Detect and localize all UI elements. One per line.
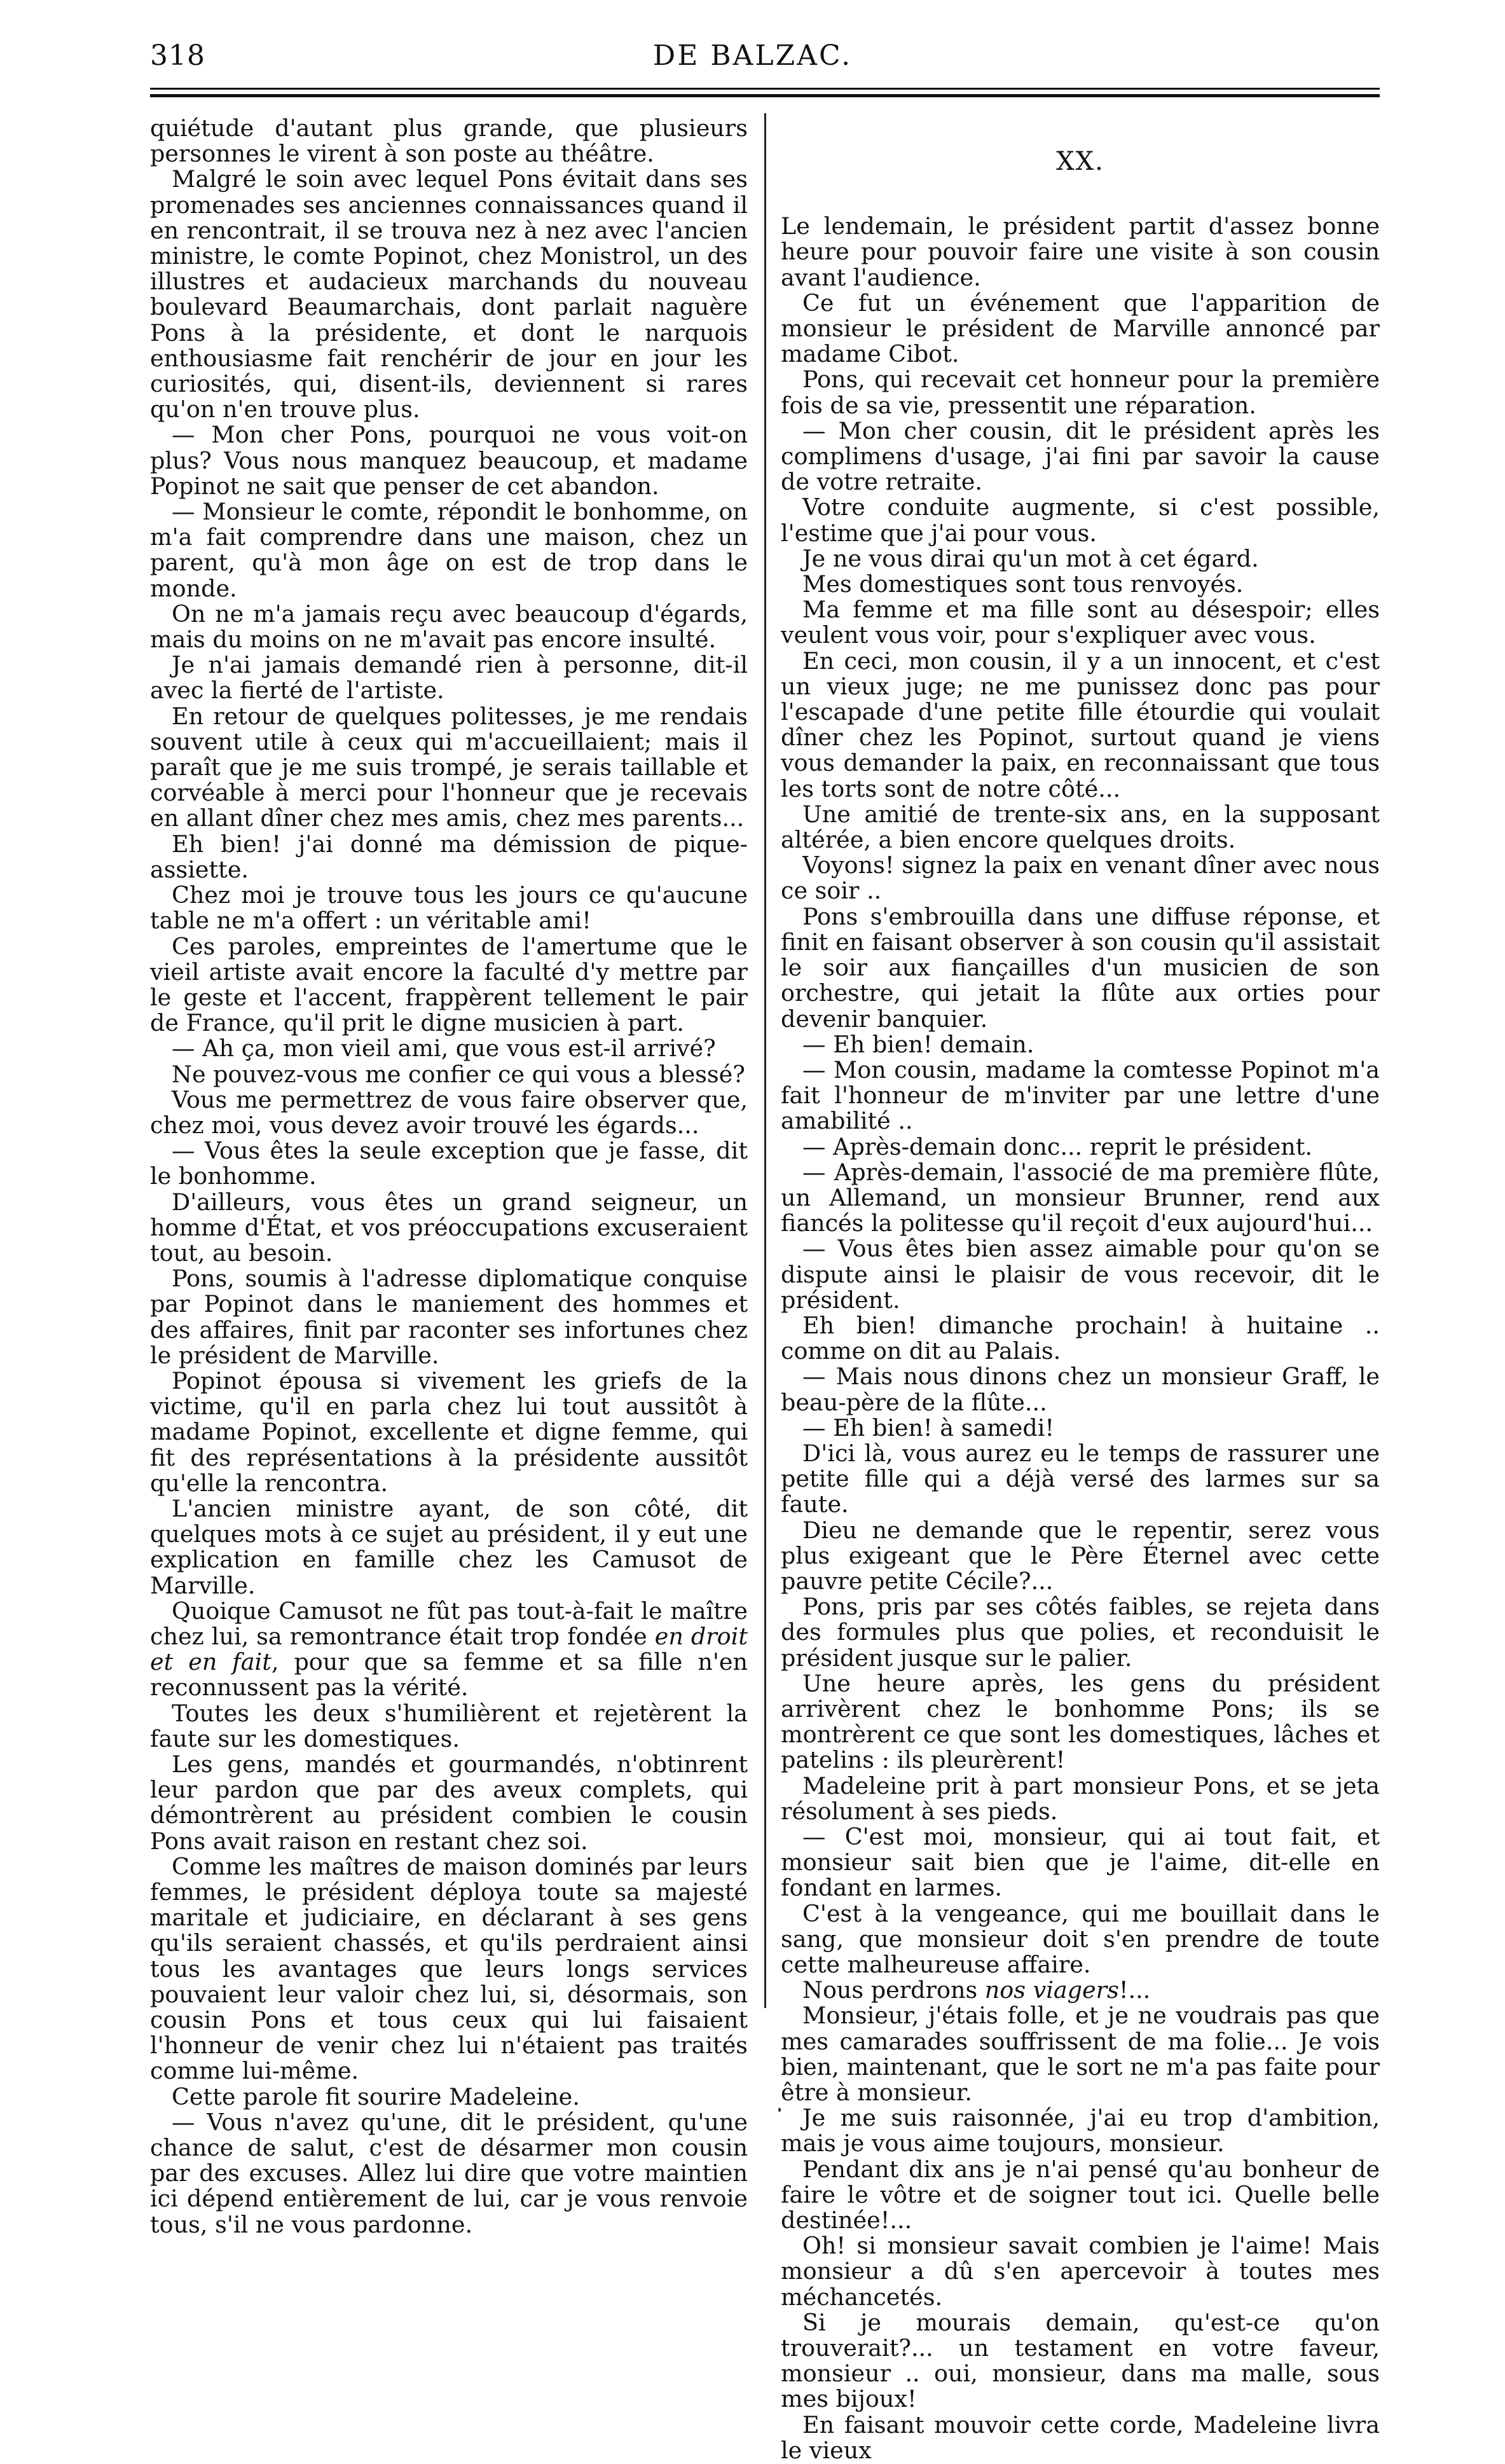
paragraph: [150, 1368, 748, 1496]
text-run: — Vous êtes bien assez aimable pour qu'on se dispute ainsi le plaisir de vous recevoir, dit le président.: [781, 1235, 1380, 1314]
paragraph: [781, 1236, 1380, 1313]
paragraph: [781, 1441, 1380, 1518]
paragraph: [781, 1671, 1380, 1773]
paragraph: [150, 1854, 748, 2084]
paragraph: [781, 1824, 1380, 1901]
paragraph: [150, 167, 748, 422]
text-run: quiétude d'autant plus grande, que plusieurs personnes le virent à son poste au théâtre.: [150, 114, 748, 168]
running-title: DE BALZAC.: [652, 39, 853, 72]
text-run: Cette parole fit sourire Madeleine.: [172, 2082, 580, 2110]
text-run: , pour que sa femme et sa fille n'en reconnussent pas la vérité.: [150, 1648, 748, 1702]
left-column: [150, 114, 748, 2238]
text-run: C'est à la vengeance, qui me bouillait dans le sang, que monsieur doit s'en prendre de toute cette malheureuse affaire.: [781, 1899, 1380, 1979]
text-run: — Vous êtes la seule exception que je fasse, dit le bonhomme.: [150, 1137, 748, 1190]
print-speck: [778, 2108, 781, 2112]
text-run: Les gens, mandés et gourmandés, n'obtinrent leur pardon que par des aveux complets, qui démontrèrent au président combien le cousin Pons avait raison en restant chez soi.: [150, 1751, 748, 1855]
paragraph: [150, 1036, 748, 1061]
paragraph: [781, 367, 1380, 418]
paragraph: [781, 2310, 1380, 2412]
paragraph: [781, 853, 1380, 904]
paragraph: [150, 116, 748, 167]
text-run: Pons, qui recevait cet honneur pour la première fois de sa vie, pressentit une réparation.: [781, 366, 1380, 419]
italic-text: en droit et en fait: [150, 1622, 748, 1676]
paragraph: [781, 1594, 1380, 1671]
paragraph: [781, 418, 1380, 495]
text-run: Une amitié de trente-six ans, en la supposant altérée, a bien encore quelques droits.: [781, 800, 1380, 854]
paragraph: [781, 1773, 1380, 1824]
paragraph: [781, 1313, 1380, 1364]
text-run: Vous me permettrez de vous faire observer que, chez moi, vous devez avoir trouvé les égards...: [150, 1085, 748, 1139]
text-run: Comme les maîtres de maison dominés par leurs femmes, le président déploya toute sa majesté maritale et judiciaire, en déclarant à ses gens qu'ils seraient chassés, et qu'ils perdraient ainsi tous les avantages que leurs longs services pouvaient leur valoir chez lui, si, désormais, son cousin Pons et tous ceux qui lui faisaient l'honneur de venir chez lui n'étaient pas traités comme lui-même.: [150, 1852, 748, 2085]
paragraph: [781, 1134, 1380, 1160]
text-run: Pons, pris par ses côtés faibles, se rejeta dans des formules plus que polies, et reconduisit le président jusque sur le palier.: [781, 1593, 1380, 1672]
text-run: Toutes les deux s'humilièrent et rejetèrent la faute sur les domestiques.: [150, 1699, 748, 1752]
paragraph: [150, 832, 748, 883]
text-run: Malgré le soin avec lequel Pons évitait dans ses promenades ses anciennes connaissances quand il en rencontrait, il se trouva nez à nez avec l'ancien ministre, le comte Popinot, chez Monistrol, un des illustres et audacieux marchands du nouveau boulevard Beaumarchais, dont parlait naguère Pons à la présidente, et dont le narquois enthousiasme fait renchérir de jour en jour les curiosités, qui, disent-ils, deviennent si rares qu'on n'en trouve plus.: [150, 165, 748, 423]
text-run: Mes domestiques sont tous renvoyés.: [802, 570, 1244, 598]
paragraph: [781, 214, 1380, 291]
text-run: — Mon cousin, madame la comtesse Popinot m'a fait l'honneur de m'inviter par une lettre d'une amabilité ..: [781, 1056, 1380, 1135]
paragraph: [781, 2157, 1380, 2234]
page-number: 318: [150, 39, 205, 72]
text-run: — Mais nous dinons chez un monsieur Graff, le beau-père de la flûte...: [781, 1363, 1380, 1416]
paragraph: [781, 2105, 1380, 2156]
text-run: Le lendemain, le président partit d'assez bonne heure pour pouvoir faire une visite à son cousin avant l'audience.: [781, 212, 1380, 291]
text-run: Ce fut un événement que l'apparition de monsieur le président de Marville annoncé par madame Cibot.: [781, 289, 1380, 368]
text-run: Ces paroles, empreintes de l'amertume que le vieil artiste avait encore la faculté d'y mettre par le geste et l'accent, frappèrent tellement le pair de France, qu'il prit le digne musicien à part.: [150, 932, 748, 1037]
paragraph: [781, 572, 1380, 597]
paragraph: [150, 1266, 748, 1368]
paragraph: [150, 1190, 748, 1267]
paragraph: [150, 1599, 748, 1701]
paragraph: [781, 2412, 1380, 2463]
paragraph: [150, 1138, 748, 1189]
paragraph: [781, 1518, 1380, 1595]
paragraph: [781, 1415, 1380, 1441]
paragraph: [150, 2084, 748, 2110]
paragraph: [781, 904, 1380, 1032]
paragraph: [150, 1752, 748, 1854]
paragraph: [781, 1160, 1380, 1237]
chapter-heading: XX.: [1056, 147, 1104, 176]
paragraph: [150, 1701, 748, 1752]
text-run: — Mon cher cousin, dit le président après les complimens d'usage, j'ai fini par savoir la cause de votre retraite.: [781, 416, 1380, 496]
paragraph: [150, 1087, 748, 1138]
text-run: D'ici là, vous aurez eu le temps de rassurer une petite fille qui a déjà versé des larmes sur sa faute.: [781, 1439, 1380, 1518]
paragraph: [781, 649, 1380, 802]
paragraph: [781, 1978, 1380, 2003]
text-run: Je n'ai jamais demandé rien à personne, dit-il avec la fierté de l'artiste.: [150, 651, 748, 705]
text-run: En ceci, mon cousin, il y a un innocent, et c'est un vieux juge; ne me punissez donc pas pour l'escapade d'une petite fille étourdie qui voulait dîner chez les Popinot, surtout quand je viens vous demander la paix, en reconnaissant que tous les torts sont de notre côté...: [781, 647, 1380, 802]
paragraph: [781, 495, 1380, 546]
text-run: Popinot épousa si vivement les griefs de la victime, qu'il en parla chez lui tout aussitôt à madame Popinot, excellente et digne femme, qui fit des représentations à la présidente aussitôt qu'elle la rencontra.: [150, 1366, 748, 1497]
text-run: — C'est moi, monsieur, qui ai tout fait, et monsieur sait bien que je l'aime, dit-elle en fondant en larmes.: [781, 1823, 1380, 1902]
paragraph: [150, 883, 748, 933]
header-rule-thick: [150, 94, 1380, 97]
text-run: Monsieur, j'étais folle, et je ne voudrais pas que mes camarades souffrissent de ma folie... Je vois bien, maintenant, que le sort ne m'a pas faite pour être à monsieur.: [781, 2002, 1380, 2107]
right-column: [781, 116, 1380, 2464]
text-run: Votre conduite augmente, si c'est possible, l'estime que j'ai pour vous.: [781, 493, 1380, 547]
text-run: — Eh bien! à samedi!: [802, 1414, 1055, 1442]
text-run: Nous perdrons: [802, 1976, 985, 2004]
text-run: On ne m'a jamais reçu avec beaucoup d'égards, mais du moins on ne m'avait pas encore insulté.: [150, 600, 748, 654]
text-run: Si je mourais demain, qu'est-ce qu'on trouverait?... un testament en votre faveur, monsieur .. oui, monsieur, dans ma malle, sous mes bijoux!: [781, 2308, 1380, 2413]
paragraph: [150, 652, 748, 703]
paragraph: [781, 1364, 1380, 1415]
text-run: Je ne vous dirai qu'un mot à cet égard.: [802, 544, 1259, 572]
paragraph: [150, 422, 748, 499]
text-run: Madeleine prit à part monsieur Pons, et se jeta résolument à ses pieds.: [781, 1772, 1380, 1825]
text-run: Ne pouvez-vous me confier ce qui vous a blessé?: [172, 1060, 745, 1088]
text-run: Dieu ne demande que le repentir, serez vous plus exigeant que le Père Éternel avec cette pauvre petite Cécile?...: [781, 1516, 1380, 1595]
paragraph: [150, 704, 748, 832]
paragraph: [150, 1062, 748, 1087]
paragraph: [781, 546, 1380, 572]
column-divider: [764, 113, 766, 2008]
paragraph: [150, 602, 748, 652]
text-run: Quoique Camusot ne fût pas tout-à-fait le maître chez lui, sa remontrance était trop fondée: [150, 1597, 748, 1650]
paragraph: [781, 1901, 1380, 1978]
text-run: Eh bien! j'ai donné ma démission de pique-assiette.: [150, 830, 748, 883]
paragraph: [150, 499, 748, 602]
text-run: !...: [1118, 1976, 1151, 2004]
paragraph: [150, 2110, 748, 2238]
text-run: — Eh bien! demain.: [802, 1030, 1034, 1058]
text-run: Pendant dix ans je n'ai pensé qu'au bonheur de faire le vôtre et de soigner tout ici. Quelle belle destinée!...: [781, 2155, 1380, 2234]
paragraph: [781, 597, 1380, 648]
text-run: Chez moi je trouve tous les jours ce qu'aucune table ne m'a offert : un véritable ami!: [150, 881, 748, 935]
text-run: Pons s'embrouilla dans une diffuse réponse, et finit en faisant observer à son cousin qu'il assistait le soir aux fiançailles d'un musicien de son orchestre, qui jetait la flûte aux orties pour devenir banquier.: [781, 902, 1380, 1033]
text-run: Je me suis raisonnée, j'ai eu trop d'ambition, mais je vous aime toujours, monsieur.: [781, 2104, 1380, 2158]
paragraph: [150, 934, 748, 1036]
text-run: — Vous n'avez qu'une, dit le président, qu'une chance de salut, c'est de désarmer mon cousin par des excuses. Allez lui dire que votre maintien ici dépend entièrement de lui, car je vous renvoie tous, s'il ne vous pardonne.: [150, 2108, 748, 2238]
italic-text: nos viagers: [984, 1976, 1119, 2004]
text-run: Eh bien! dimanche prochain! à huitaine .. comme on dit au Palais.: [781, 1311, 1380, 1365]
text-run: L'ancien ministre ayant, de son côté, dit quelques mots à ce sujet au président, il y eut une explication en famille chez les Camusot de Marville.: [150, 1494, 748, 1599]
header-rule-thin: [150, 88, 1380, 90]
paragraph: [781, 2233, 1380, 2310]
paragraph: [781, 291, 1380, 368]
text-run: — Après-demain donc... reprit le président.: [802, 1132, 1313, 1160]
text-run: — Monsieur le comte, répondit le bonhomme, on m'a fait comprendre dans une maison, chez un parent, qu'à mon âge on est de trop dans le monde.: [150, 498, 748, 602]
text-run: — Après-demain, l'associé de ma première flûte, un Allemand, un monsieur Brunner, rend aux fiancés la politesse qu'il reçoit d'eux aujourd'hui...: [781, 1158, 1380, 1237]
text-run: En retour de quelques politesses, je me rendais souvent utile à ceux qui m'accueillaient; mais il paraît que je me suis trompé, je serais taillable et corvéable à merci pour l'honneur que je recevais en allant dîner chez mes amis, chez mes parents...: [150, 702, 748, 832]
paragraph: [150, 1496, 748, 1599]
text-run: Oh! si monsieur savait combien je l'aime! Mais monsieur a dû s'en apercevoir à toutes mes méchancetés.: [781, 2232, 1380, 2311]
text-run: Une heure après, les gens du président arrivèrent chez le bonhomme Pons; ils se montrèrent ce que sont les domestiques, lâches et patelins : ils pleurèrent!: [781, 1669, 1380, 1774]
paragraph: [781, 802, 1380, 853]
text-run: En faisant mouvoir cette corde, Madeleine livra le vieux: [781, 2411, 1380, 2464]
paragraph: [781, 1032, 1380, 1057]
text-run: Ma femme et ma fille sont au désespoir; elles veulent vous voir, pour s'expliquer avec vous.: [781, 596, 1380, 649]
text-run: — Mon cher Pons, pourquoi ne vous voit-on plus? Vous nous manquez beaucoup, et madame Popinot ne sait que penser de cet abandon.: [150, 421, 748, 500]
paragraph: [781, 2003, 1380, 2105]
text-run: D'ailleurs, vous êtes un grand seigneur, un homme d'État, et vos préoccupations excuseraient tout, au besoin.: [150, 1188, 748, 1267]
paragraph: [781, 1057, 1380, 1134]
text-run: — Ah ça, mon vieil ami, que vous est-il arrivé?: [172, 1035, 716, 1063]
text-run: Pons, soumis à l'adresse diplomatique conquise par Popinot dans le maniement des hommes et des affaires, finit par raconter ses infortunes chez le président de Marville.: [150, 1265, 748, 1369]
text-run: Voyons! signez la paix en venant dîner avec nous ce soir ..: [781, 851, 1380, 905]
